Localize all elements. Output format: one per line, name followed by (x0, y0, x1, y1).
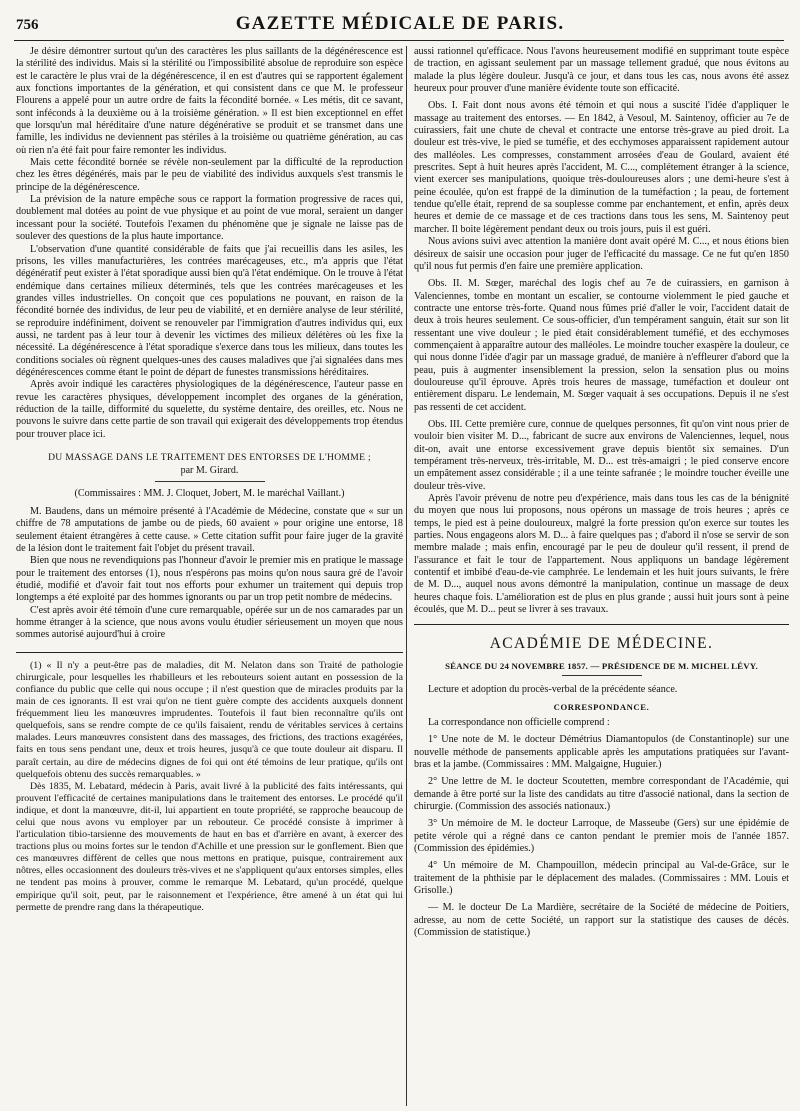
intro-paragraph: Après avoir indiqué les caractères physiologiques de la dégénérescence, l'auteur passe en revue les caractères physiques, développement incomplet des organes de la génération, réduction de la taille, difformité du squelette, du système dentaire, des oreilles, etc. Nous ne pouvons le suivre dans cette partie de son travail qui exigerait des développements trop étendus pour trouver place ici. (16, 379, 403, 440)
correspondance-item: 1° Une note de M. le docteur Démétrius Diamantopulos (de Constantinople) sur une nouvelle méthode de pansements applicable après les amputations pratiquées sur l'avant-bras et la jambe. (Commissaires : MM. Malgaigne, Huguier.) (414, 734, 789, 770)
footnote-rule (16, 652, 403, 653)
journal-title: GAZETTE MÉDICALE DE PARIS. (235, 13, 565, 34)
header-rule (14, 40, 784, 41)
title-rule (155, 481, 265, 482)
observation-paragraph: Nous avions suivi avec attention la manière dont avait opéré M. C..., et nous étions bien désireux de saisir une occasion pour juger de l'efficacité du massage. Ce ne fut qu'en 1850 qu'il nous fut permis d'en faire une première application. (414, 236, 789, 272)
correspondance-item: 2° Une lettre de M. le docteur Scoutetten, membre correspondant de l'Académie, qui demande à être porté sur la liste des candidats au titre d'associé national, dans la section de chirurgie. (Commission des associés nationaux.) (414, 776, 789, 812)
correspondance-item: — M. le docteur De La Mardière, secrétaire de la Société de médecine de Poitiers, adresse, au nom de cette Société, un rapport sur la statistique des causes de décès. (Commission de statistique.) (414, 902, 789, 938)
article-title: DU MASSAGE DANS LE TRAITEMENT DES ENTORSES DE L'HOMME ; (48, 452, 371, 463)
intro-paragraph: Je désire démontrer surtout qu'un des caractères les plus saillants de la dégénérescence est la stérilité des individus. Mais si la stérilité ou l'impossibilité absolue de reproduire son espèce est le caractère le plus vrai de la dégénérescence, il en est d'autres qui se rapportent également aux fonctions importantes de la génération, et qui consistent dans ce que M. le professeur Flourens a appelé pour un autre ordre de faits la fécondité bornée. « Les métis, dit ce savant, sont inféconds à la deuxième ou à la troisième génération. » Il est bien exceptionnel en effet que lorsqu'un mal héréditaire d'une nature dégénérative se produit et se transmet dans une famille, les individus ne deviennent pas stériles à la troisième ou quatrième génération, au cas où rien n'a été fait pour faire remonter les individus. (16, 46, 403, 156)
correspondance-intro: La correspondance non officielle comprend : (428, 716, 610, 728)
correspondance-heading: CORRESPONDANCE. (553, 701, 650, 712)
article-paragraph: Bien que nous ne revendiquions pas l'honneur d'avoir le premier mis en pratique le massage pour le traitement des entorses (1), nous n'espérons pas moins qu'on nous saura gré de l'avoir étudié, modifié et d'avoir fait tout nos efforts pour exhumer un traitement qui depuis trop longtemps a été exploité par des hommes ignorants ou par un trop petit nombre de médecins. (16, 555, 403, 604)
column-divider (406, 46, 407, 1106)
observation-paragraph: Obs. III. Cette première cure, connue de quelques personnes, fit qu'on vint nous prier de vouloir bien visiter M. D..., fabricant de sucre aux environs de Valenciennes, lequel, nous dit-on, avait une entorse excessivement grave depuis bientôt six semaines. D'un tempérament très-nerveux, très-irritable, M. D... est très-amaigri ; le pied conserve encore un empâtement assez considérable ; il a une teinte safranée ; le moindre toucher éveille une douleur très-vive. (414, 418, 789, 492)
intro-paragraph: L'observation d'une quantité considérable de faits que j'ai recueillis dans les asiles, les prisons, les villes manufacturières, les contrées marécageuses, etc., m'a appris que l'état dégénératif peut exister à l'état sporadique aussi bien qu'à l'état endémique. On le trouve à l'état endémique dans certaines milieux déterminés, tels que les contrées marécageuses et les grandes villes industrielles. On conçoit que ces populations ne pouvant, en raison de la fécondité bornée des individus, de leur peu de viabilité, et en dernière analyse de leur stérilité, se reproduire indéfiniment, doivent se renouveler par l'immigration d'autres individus qui, eux aussi, ne tardent pas à leur tour à devenir les victimes des milieux délétères où les fixe la nécessité. La dégénérescence à l'état sporadique s'exerce dans tous les milieux, dans toutes les conditions sociales où règnent quelques-unes des causes maladives que j'ai signalées dans mes dégénérescences comme étant le point de départ de funestes transmissions héréditaires. (16, 243, 403, 378)
page-header (0, 0, 800, 44)
article-byline: par M. Girard. (180, 465, 239, 476)
intro-paragraph: La prévision de la nature empêche sous ce rapport la formation progressive de races qui, doublement mal dotées au point de vue physique et au point de vue moral, seraient un danger incessant pour la société. Toutefois l'examen du phénomène que je signale ne laisse pas de soulever des questions de la plus haute importance. (16, 194, 403, 243)
academy-title: ACADÉMIE DE MÉDECINE. (489, 635, 714, 653)
article-paragraph: C'est après avoir été témoin d'une cure remarquable, opérée sur un de nos camarades par un homme étranger à la science, que nous avons voulu étudier sérieusement un moyen que nous sommes autorisé aujourd'hui à croire (16, 604, 403, 641)
page-number: 756 (16, 17, 39, 33)
seance-rule (562, 675, 642, 676)
seance-line: SÉANCE DU 24 NOVEMBRE 1857. — PRÉSIDENCE DE M. MICHEL LÉVY. (445, 661, 758, 672)
footnote-paragraph: (1) « Il n'y a peut-être pas de maladies, dit M. Nelaton dans son Traité de pathologie chirurgicale, pour lesquelles les rhabilleurs et les rebouteurs soient autant en possession de la confiance du public que celle qui nous occupe ; il n'est question que de miracles produits par la main de ces ignorants. Il est vrai qu'on ne tient guère compte des accidents auxquels donnent fréquemment lieu les manœuvres imprudentes. Toutefois il faut bien reconnaître qu'ils ont quelquefois, sans se rendre compte de ce qu'ils faisaient, rendu de véritables services à certains malades. Leurs manœuvres consistent dans des massages, des frictions, des tractions exagérées, faits en tous sens pendant une, deux et trois heures, jusqu'à ce que toute douleur ait disparu. Il paraît certain, au dire de médecins dignes de foi qui ont été témoins de leur pratique, qu'ils ont quelquefois obtenu des succès remarquables. » (16, 659, 403, 780)
observation-paragraph: Obs. I. Fait dont nous avons été témoin et qui nous a suscité l'idée d'appliquer le massage au traitement des entorses. — En 1842, à Vesoul, M. Saintenoy, officier au 7e de cuirassiers, fait une chute de cheval et contracte une entorse très-grave au pied droit. La douleur est très-vive, le pied se tuméfie, et des ecchymoses apparaissent rapidement autour des malléoles. Les compresses, constamment arrosées d'eau de Goulard, avaient été prescrites. Sept à huit heures après l'accident, M. C..., complétement étranger à la science, vient exercer ses manipulations, quoique très-douloureuses alors ; une demi-heure s'est à peine écoulée, qu'on est frappé de la diminution de la tuméfaction ; la peau, de fortement tendue qu'elle était, reprend de sa souplesse comme par enchantement, et enfin, après deux heures et demie de ce massage et de ces tractions dans tous les sens, M. Saintenoy peut marcher. Il boite légèrement pendant deux ou trois jours, puis il est guéri. (414, 100, 789, 235)
observation-paragraph: Obs. II. M. Sœger, maréchal des logis chef au 7e de cuirassiers, en garnison à Valenciennes, tombe en montant un escalier, se contourne violemment le pied gauche et contracte une entorse très-forte. Quand nous fûmes prié d'aller le voir, l'accident datait de deux à trois heures seulement. Ce sous-officier, d'un tempérament sanguin, était sur son lit ressentant une vive douleur ; le pied était considérablement tuméfié, et des ecchymoses commençaient à apparaître autour des malléoles. Le moindre toucher exaspère la douleur, ce qui nous donne l'idée d'agir par un massage gradué, de manière à n'effleurer d'abord que la peau, puis à augmenter insensiblement la pression, selon la sensation plus ou moins douloureuse qu'il éprouve. Après trois heures de massage, tuméfaction et douleur ont entièrement disparu. Le lendemain, M. Sœger vaquait à ses occupations. Depuis il ne s'est pas ressenti de cet accident. (414, 278, 789, 413)
correspondance-item: 3° Un mémoire de M. le docteur Larroque, de Masseube (Gers) sur une épidémie de petite vérole qui a régné dans ce canton pendant le premier mois de l'année 1857. (Commission des épidémies.) (414, 818, 789, 854)
footnote-paragraph: Dès 1835, M. Lebatard, médecin à Paris, avait livré à la publicité des faits intéressants, qui prouvent l'efficacité de certaines manipulations dans le traitement des entorses. Le procédé qu'il indique, et dont la manœuvre, dit-il, lui appartient en toute propriété, se rapproche beaucoup de celui que nous avons vu employer par un rebouteur. Ce procédé consiste à imprimer à l'articulation tibio-tarsienne des mouvements de haut en bas et d'arrière en avant, à exercer des tractions plus ou moins fortes sur le tendon d'Achille et une pression sur le gonflement. Bien que ces manœuvres diffèrent de celles que nous mettons en pratique, puisque, contrairement aux nôtres, elles occasionnent des douleurs très-vives et ne s'appliquent qu'aux entorses simples, elles ne tendent pas moins à prouver, comme le remarque M. Lebatard, qu'un procédé, quelque empirique qu'il soit, peut, par le raisonnement et l'expérience, être amené à un état qui lui permette de prendre rang dans la thérapeutique. (16, 780, 403, 913)
reading-line: Lecture et adoption du procès-verbal de la précédente séance. (428, 684, 678, 696)
intro-paragraph: Mais cette fécondité bornée se révèle non-seulement par la difficulté de la reproduction chez les êtres dégénérés, mais par le peu de viabilité des individus auxquels s'est transmis le principe de la dégénérescence. (16, 157, 403, 193)
continuation-paragraph: aussi rationnel qu'efficace. Nous l'avons heureusement modifié en supprimant toute espèce de traction, en agissant seulement par un massage tellement gradué, que nous évitons au malade la plus légère douleur. Jusqu'à ce jour, et dans tous les cas, nous avons été assez heureux pour prouver d'une manière évidente toute son efficacité. (414, 46, 789, 95)
right-column (414, 46, 789, 1106)
article-paragraph: M. Baudens, dans un mémoire présenté à l'Académie de Médecine, constate que « sur un chiffre de 78 amputations de jambe ou de pieds, 60 avaient » pour origine une entorse, 18 seulement étaient étrangères à cette cause. » Cette citation suffit pour faire juger de la gravité de la lésion dont le traitement fait l'objet du présent travail. (16, 506, 403, 555)
correspondance-item: 4° Un mémoire de M. Champouillon, médecin principal au Val-de-Grâce, sur le traitement de la phthisie par le déplacement des malades. (Commissaires : MM. Louis et Grisolle.) (414, 860, 789, 896)
commissaires-line: (Commissaires : MM. J. Cloquet, Jobert, M. le maréchal Vaillant.) (74, 488, 345, 499)
left-column (16, 46, 403, 1106)
observation-paragraph: Après l'avoir prévenu de notre peu d'expérience, mais dans tous les cas de la bénignité du moyen que nous lui proposons, nous opérons un massage de trois heures ; après ce temps, le pied est à peine douloureux, malgré la forte pression qu'on exerce sur toutes les parties. Nous engageons alors M. D... à faire quelques pas ; d'abord il n'ose se servir de son membre malade ; mais enfin, encouragé par le peu de douleur qu'il ressent, il prend de l'assurance et fait le tour de l'appartement. Nous appliquons un bandage légèrement contentif et imbibé d'eau-de-vie camphrée. Le lendemain et les huit jours suivants, le frère de M. D..., auquel nous avons démontré la manipulation, continue un massage de deux heures chaque fois. L'amélioration est de plus en plus grande ; aussi huit jours sont à peine écoulés, que M. D... peut se livrer à ses travaux. (414, 493, 789, 616)
academy-rule (414, 624, 789, 625)
